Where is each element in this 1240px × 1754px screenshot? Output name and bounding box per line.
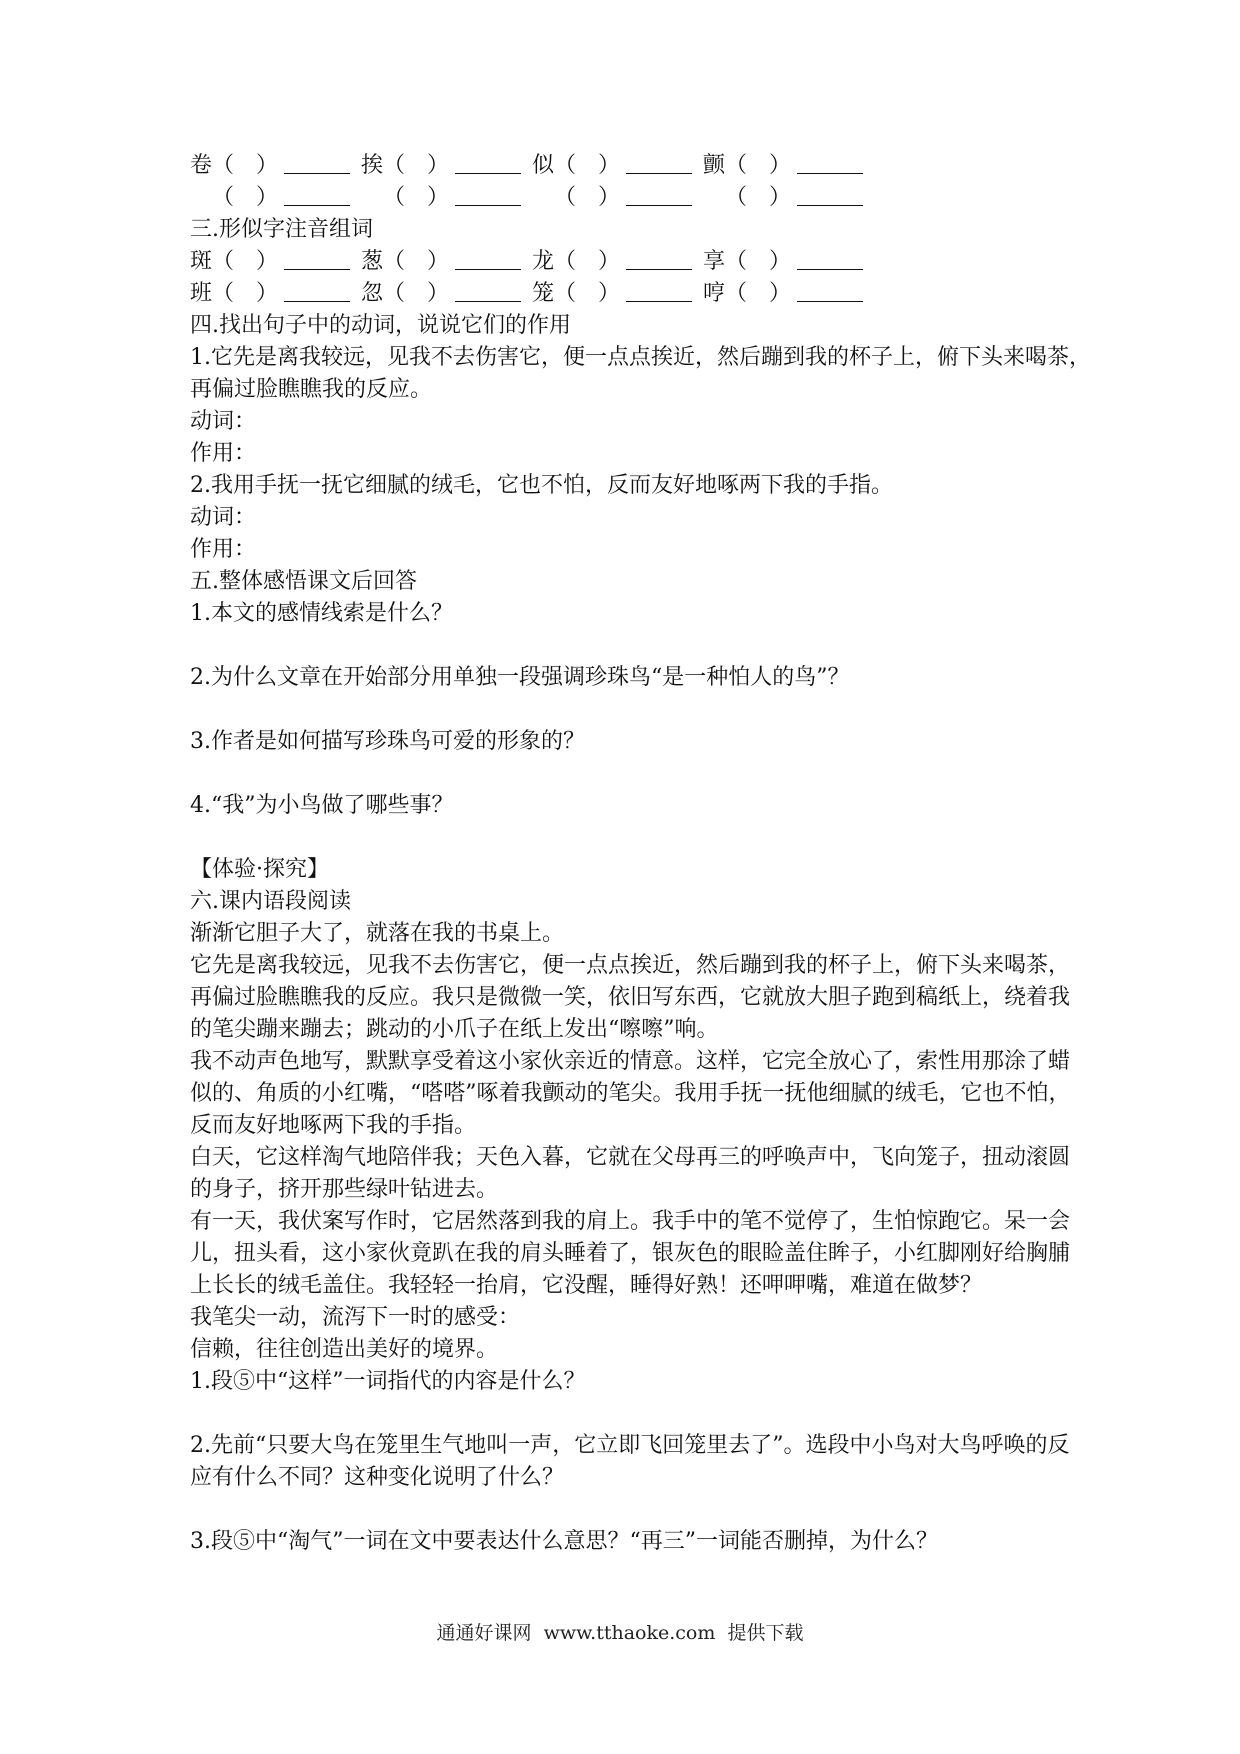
char-item	[190, 150, 361, 182]
answer-blank[interactable]	[626, 281, 692, 302]
passage-line: 再偏过脸瞧瞧我的反应。我只是微微一笑，依旧写东西，它就放大胆子跑到稿纸上，绕着我	[190, 985, 1071, 1010]
passage-line: 反而友好地啄两下我的手指。	[190, 1113, 477, 1138]
question-text: 1.本文的感情线索是什么？	[190, 601, 453, 626]
passage-line: 它先是离我较远，见我不去伤害它，便一点点挨近，然后蹦到我的杯子上，俯下头来喝茶，	[190, 953, 1071, 978]
question-text: 2.我用手抚一抚它细腻的绒毛，它也不怕，反而友好地啄两下我的手指。	[190, 473, 893, 498]
answer-blank[interactable]	[284, 185, 350, 206]
char-label: 挨（ ）	[361, 153, 450, 178]
char-row-2	[190, 182, 1070, 214]
passage-line: 的笔尖蹦来蹦去；跳动的小爪子在纸上发出“嚓嚓”响。	[190, 1017, 719, 1042]
char-item	[212, 182, 383, 214]
char-label: 颤（ ）	[703, 153, 792, 178]
answer-blank[interactable]	[455, 281, 521, 302]
char-item	[190, 246, 361, 278]
char-item	[703, 278, 874, 310]
char-label: （ ）	[725, 185, 792, 210]
char-row-3	[190, 246, 1070, 278]
question-text: 3.段⑤中“淘气”一词在文中要表达什么意思？“再三”一词能否删掉，为什么？	[190, 1529, 938, 1554]
answer-space	[190, 630, 1070, 662]
char-item	[361, 246, 532, 278]
footer-url[interactable]: www.tthaoke.com	[543, 1622, 716, 1644]
question-text: 4.“我”为小鸟做了哪些事？	[190, 793, 454, 818]
char-item	[532, 150, 703, 182]
char-item	[532, 246, 703, 278]
answer-blank[interactable]	[797, 249, 863, 270]
char-label: 龙（ ）	[532, 249, 621, 274]
passage-line: 我笔尖一动，流泻下一时的感受：	[190, 1305, 521, 1330]
answer-blank[interactable]	[455, 249, 521, 270]
answer-blank[interactable]	[626, 249, 692, 270]
footer-suffix: 提供下载	[727, 1622, 804, 1644]
passage-line: 的身子，挤开那些绿叶钻进去。	[190, 1177, 499, 1202]
passage-line: 儿，扭头看，这小家伙竟趴在我的肩头睡着了，银灰色的眼睑盖住眸子，小红脚刚好给胸脯	[190, 1241, 1071, 1266]
question-text: 2.先前“只要大鸟在笼里生气地叫一声，它立即飞回笼里去了”。选段中小鸟对大鸟呼唤的反	[190, 1433, 1070, 1458]
answer-blank[interactable]	[797, 153, 863, 174]
verb-label: 动词：	[190, 409, 257, 434]
char-label: 忽（ ）	[361, 281, 450, 306]
answer-space	[190, 758, 1070, 790]
answer-blank[interactable]	[455, 185, 521, 206]
section-title: 四.找出句子中的动词，说说它们的作用	[190, 313, 571, 338]
answer-space	[190, 822, 1070, 854]
answer-blank[interactable]	[626, 153, 692, 174]
char-item	[383, 182, 554, 214]
effect-label: 作用：	[190, 441, 257, 466]
footer-site: 通通好课网	[436, 1622, 532, 1644]
char-label: 斑（ ）	[190, 249, 279, 274]
answer-blank[interactable]	[284, 249, 350, 270]
char-row-1	[190, 150, 1070, 182]
char-label: 葱（ ）	[361, 249, 450, 274]
passage-line: 上长长的绒毛盖住。我轻轻一抬肩，它没醒，睡得好熟！还呷呷嘴，难道在做梦？	[190, 1273, 983, 1298]
char-row-4	[190, 278, 1070, 310]
char-label: 卷（ ）	[190, 153, 279, 178]
char-label: 哼（ ）	[703, 281, 792, 306]
section-title: 三.形似字注音组词	[190, 217, 373, 242]
answer-blank[interactable]	[626, 185, 692, 206]
answer-space	[190, 1398, 1070, 1430]
question-text: 应有什么不同？这种变化说明了什么？	[190, 1465, 565, 1490]
passage-line: 信赖，往往创造出美好的境界。	[190, 1337, 499, 1362]
char-item	[361, 278, 532, 310]
page-footer	[0, 1618, 1240, 1645]
char-item	[554, 182, 725, 214]
question-text: 1.它先是离我较远，见我不去伤害它，便一点点挨近，然后蹦到我的杯子上，俯下头来喝茶，	[190, 345, 1091, 370]
char-label: 似（ ）	[532, 153, 621, 178]
passage-line: 渐渐它胆子大了，就落在我的书桌上。	[190, 921, 565, 946]
char-label: 享（ ）	[703, 249, 792, 274]
question-text: 2.为什么文章在开始部分用单独一段强调珍珠鸟“是一种怕人的鸟”？	[190, 665, 850, 690]
answer-blank[interactable]	[797, 185, 863, 206]
char-item	[725, 182, 896, 214]
char-item	[532, 278, 703, 310]
passage-line: 我不动声色地写，默默享受着这小家伙亲近的情意。这样，它完全放心了，索性用那涂了蜡	[190, 1049, 1071, 1074]
answer-blank[interactable]	[797, 281, 863, 302]
answer-space	[190, 1494, 1070, 1526]
char-label: 笼（ ）	[532, 281, 621, 306]
worksheet-page	[190, 150, 1091, 1558]
passage-line: 有一天，我伏案写作时，它居然落到我的肩上。我手中的笔不觉停了，生怕惊跑它。呆一会	[190, 1209, 1071, 1234]
char-item	[190, 278, 361, 310]
effect-label: 作用：	[190, 537, 257, 562]
char-label: 班（ ）	[190, 281, 279, 306]
explore-heading: 【体验·探究】	[190, 857, 329, 882]
answer-blank[interactable]	[284, 153, 350, 174]
question-text: 再偏过脸瞧瞧我的反应。	[190, 377, 433, 402]
char-item	[703, 150, 874, 182]
passage-line: 白天，它这样淘气地陪伴我；天色入暮，它就在父母再三的呼唤声中，飞向笼子，扭动滚圆	[190, 1145, 1071, 1170]
passage-line: 似的、角质的小红嘴，“嗒嗒”啄着我颤动的笔尖。我用手抚一抚他细腻的绒毛，它也不怕，	[190, 1081, 1071, 1106]
char-item	[361, 150, 532, 182]
char-label: （ ）	[554, 185, 621, 210]
answer-space	[190, 694, 1070, 726]
question-text: 3.作者是如何描写珍珠鸟可爱的形象的？	[190, 729, 585, 754]
section-title: 六.课内语段阅读	[190, 889, 351, 914]
verb-label: 动词：	[190, 505, 257, 530]
question-text: 1.段⑤中“这样”一词指代的内容是什么？	[190, 1369, 586, 1394]
char-label: （ ）	[212, 185, 279, 210]
char-label: （ ）	[383, 185, 450, 210]
answer-blank[interactable]	[284, 281, 350, 302]
char-item	[703, 246, 874, 278]
answer-blank[interactable]	[455, 153, 521, 174]
section-title: 五.整体感悟课文后回答	[190, 569, 417, 594]
